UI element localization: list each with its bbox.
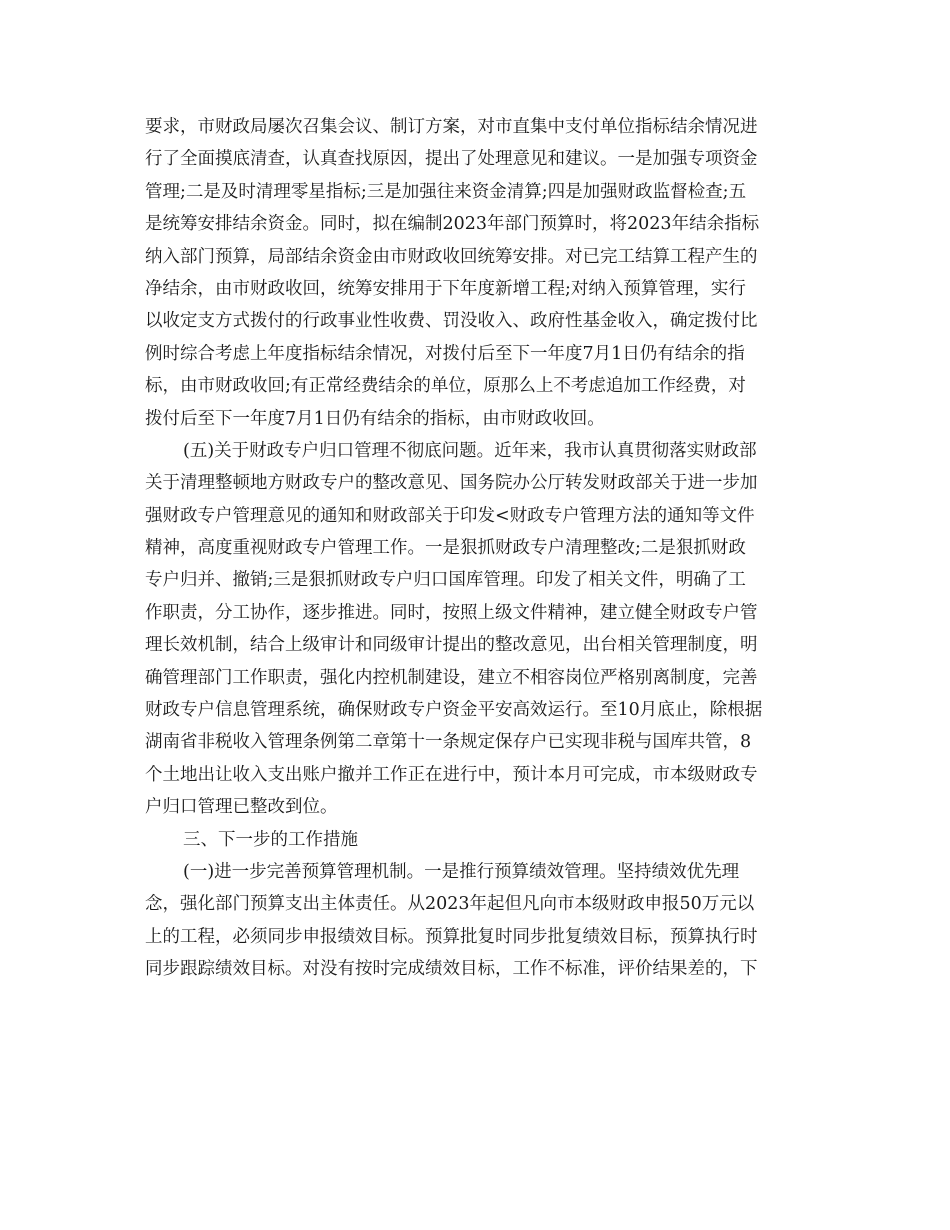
text-line: 例时综合考虑上年度指标结余情况，对拨付后至下一年度7月1日仍有结余的指 — [145, 343, 745, 364]
paragraph-start-line: (五)关于财政专户归口管理不彻底问题。近年来，我市认真贯彻落实财政部 — [183, 440, 757, 461]
text-line: 纳入部门预算，局部结余资金由市财政收回统筹安排。对已完工结算工程产生的 — [145, 246, 758, 267]
text-line: 行了全面摸底清查，认真查找原因，提出了处理意见和建议。一是加强专项资金 — [145, 149, 758, 170]
text-line: 要求，市财政局屡次召集会议、制订方案，对市直集中支付单位指标结余情况进 — [145, 117, 758, 137]
text-line: 理长效机制，结合上级审计和同级审计提出的整改意见，出台相关管理制度，明 — [145, 635, 758, 656]
paragraph-start-line: (一)进一步完善预算管理机制。一是推行预算绩效管理。坚持绩效优先理 — [183, 861, 740, 882]
text-line: 强财政专户管理意见的通知和财政部关于印发<财政专户管理方法的通知等文件 — [145, 505, 755, 526]
text-line: 管理;二是及时清理零星指标;三是加强往来资金清算;四是加强财政监督检查;五 — [145, 181, 747, 202]
text-line: 以收定支方式拨付的行政事业性收费、罚没收入、政府性基金收入，确定拨付比 — [145, 311, 758, 332]
text-line: 财政专户信息管理系统，确保财政专户资金平安高效运行。至10月底止，除根据 — [145, 700, 763, 721]
text-line: 上的工程，必须同步申报绩效目标。预算批复时同步批复绩效目标，预算执行时 — [145, 926, 758, 947]
text-line: 关于清理整顿地方财政专户的整改意见、国务院办公厅转发财政部关于进一步加 — [145, 473, 758, 494]
text-line: 拨付后至下一年度7月1日仍有结余的指标，由市财政收回。 — [145, 408, 605, 429]
text-line: 户归口管理已整改到位。 — [145, 797, 338, 818]
text-line: 净结余，由市财政收回，统筹安排用于下年度新增工程;对纳入预算管理，实行 — [145, 278, 746, 299]
text-line: 专户归并、撤销;三是狠抓财政专户归口国库管理。印发了相关文件，明确了工 — [145, 570, 746, 591]
text-line: 确管理部门工作职责，强化内控机制建设，建立不相容岗位严格别离制度，完善 — [145, 667, 758, 688]
text-line: 湖南省非税收入管理条例第二章第十一条规定保存户已实现非税与国库共管，8 — [145, 732, 752, 753]
text-line: 是统筹安排结余资金。同时，拟在编制2023年部门预算时，将2023年结余指标 — [145, 214, 760, 235]
document-body — [145, 111, 810, 986]
text-line: 个土地出让收入支出账户撤并工作正在进行中，预计本月可完成，市本级财政专 — [145, 764, 758, 785]
section-heading: 三、下一步的工作措施 — [183, 829, 358, 850]
text-line: 念，强化部门预算支出主体责任。从2023年起但凡向市本级财政申报50万元以 — [145, 894, 755, 915]
text-line: 同步跟踪绩效目标。对没有按时完成绩效目标，工作不标准，评价结果差的，下 — [145, 959, 758, 980]
text-line: 精神，高度重视财政专户管理工作。一是狠抓财政专户清理整改;二是狠抓财政 — [145, 538, 746, 559]
text-line: 标，由市财政收回;有正常经费结余的单位，原那么上不考虑追加工作经费，对 — [145, 376, 746, 397]
text-line: 作职责，分工协作，逐步推进。同时，按照上级文件精神，建立健全财政专户管 — [145, 602, 758, 623]
